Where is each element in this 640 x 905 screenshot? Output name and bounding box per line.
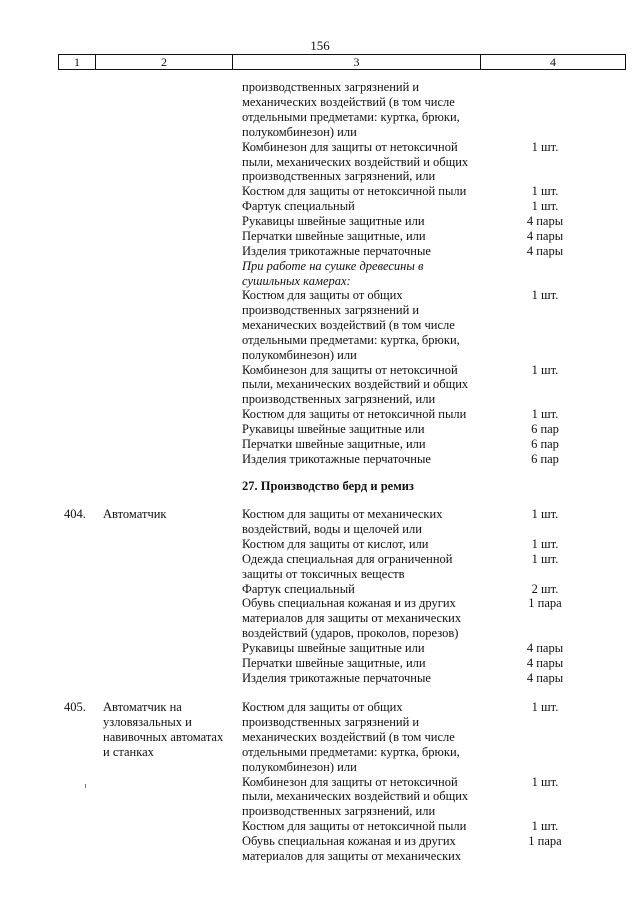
item-quantity: 6 пар [531, 451, 559, 466]
item-text: Костюм для защиты от механических [242, 507, 443, 521]
item-quantity: 1 шт. [531, 819, 559, 834]
item-quantity: 6 пар [531, 437, 559, 451]
item-text: Обувь специальная кожаная и из других [242, 596, 456, 611]
item-quantity: 4 пары [526, 641, 564, 656]
item-text: защиты от токсичных веществ [242, 566, 405, 581]
item-quantity: 1 шт. [531, 774, 559, 789]
item-text: производственных загрязнений и [242, 80, 420, 94]
item-text: полукомбинезон) или [242, 124, 357, 139]
item-text: производственных загрязнений, или [242, 169, 436, 184]
item-text: производственных загрязнений, или [242, 392, 436, 407]
item-quantity: 1 шт. [531, 199, 559, 214]
column-header-4: 4 [550, 55, 556, 69]
item-quantity: 1 шт. [531, 407, 559, 422]
item-text: Костюм для защиты от общих [242, 700, 403, 714]
item-text: Фартук специальный [242, 581, 355, 596]
row-number: 404. [64, 507, 86, 521]
column-header-3: 3 [233, 55, 481, 69]
section-title: 27. Производство берд и ремиз [242, 479, 414, 493]
item-text: отдельными предметами: куртка, брюки, [242, 109, 460, 124]
item-text: полукомбинезон) или [242, 759, 357, 774]
item-quantity: 1 шт. [531, 700, 559, 714]
item-quantity: 1 шт. [531, 536, 559, 551]
item-text: Рукавицы швейные защитные или [242, 214, 425, 229]
item-text: Рукавицы швейные защитные или [242, 641, 425, 656]
item-text: Перчатки швейные защитные, или [242, 437, 426, 451]
item-text: Обувь специальная кожаная и из других [242, 834, 456, 849]
item-text: Костюм для защиты от нетоксичной пыли [242, 407, 467, 422]
item-quantity: 4 пары [526, 214, 564, 229]
item-text: отдельными предметами: куртка, брюки, [242, 332, 460, 347]
item-quantity: 1 пара [528, 834, 562, 849]
item-quantity: 1 шт. [531, 507, 559, 521]
item-text: отдельными предметами: куртка, брюки, [242, 744, 460, 759]
item-text: Костюм для защиты от общих [242, 288, 403, 302]
item-text: производственных загрязнений и [242, 302, 420, 317]
item-quantity: 4 пары [526, 229, 564, 243]
profession-name: Автоматчик на [103, 700, 182, 714]
subsection-heading: При работе на сушке древесины в [242, 259, 424, 273]
item-quantity: 1 шт. [531, 288, 559, 302]
profession-name: навивочных автоматах [103, 729, 224, 744]
item-text: пыли, механических воздействий и общих [242, 377, 469, 392]
item-text: механических воздействий (в том числе [242, 94, 455, 109]
profession-name: узловязальных и [103, 714, 192, 729]
item-quantity: 1 шт. [531, 139, 559, 154]
item-text: механических воздействий (в том числе [242, 317, 455, 332]
item-text: Комбинезон для защиты от нетоксичной [242, 774, 458, 789]
item-text: пыли, механических воздействий и общих [242, 154, 469, 169]
item-text: Перчатки швейные защитные, или [242, 656, 426, 670]
item-quantity: 1 шт. [531, 551, 559, 566]
item-text: Комбинезон для защиты от нетоксичной [242, 362, 458, 377]
item-text: Изделия трикотажные перчаточные [242, 670, 431, 685]
item-quantity: 6 пар [531, 422, 559, 437]
item-quantity: 2 шт. [531, 581, 559, 596]
subsection-heading: сушильных камерах: [242, 273, 351, 288]
item-text: Изделия трикотажные перчаточные [242, 243, 431, 258]
item-text: Костюм для защиты от нетоксичной пыли [242, 184, 467, 199]
item-text: воздействий (ударов, проколов, порезов) [242, 626, 459, 641]
item-text: Комбинезон для защиты от нетоксичной [242, 139, 458, 154]
item-text: пыли, механических воздействий и общих [242, 789, 469, 804]
item-quantity: 1 шт. [531, 362, 559, 377]
item-quantity: 1 шт. [531, 184, 559, 199]
item-text: Костюм для защиты от кислот, или [242, 536, 429, 551]
item-text: полукомбинезон) или [242, 347, 357, 362]
item-quantity: 4 пары [526, 670, 564, 685]
item-quantity: 1 пара [528, 596, 562, 611]
item-text: Костюм для защиты от нетоксичной пыли [242, 819, 467, 834]
page-number: 156 [310, 38, 330, 53]
item-text: Изделия трикотажные перчаточные [242, 451, 431, 466]
item-quantity: 4 пары [526, 656, 564, 670]
item-text: Рукавицы швейные защитные или [242, 422, 425, 437]
item-text: материалов для защиты от механических [242, 611, 462, 626]
item-text: Перчатки швейные защитные, или [242, 229, 426, 243]
profession-name: и станках [103, 744, 154, 759]
scan-speck [85, 784, 86, 788]
item-text: воздействий, воды и щелочей или [242, 521, 422, 536]
column-header-row [58, 54, 626, 70]
column-header-2: 2 [96, 55, 233, 69]
item-text: механических воздействий (в том числе [242, 729, 455, 744]
row-number: 405. [64, 700, 86, 714]
item-text: материалов для защиты от механических [242, 849, 462, 863]
item-text: производственных загрязнений и [242, 714, 420, 729]
item-quantity: 4 пары [526, 243, 564, 258]
profession-name: Автоматчик [103, 507, 167, 521]
column-header-1: 1 [59, 55, 96, 69]
item-text: производственных загрязнений, или [242, 804, 436, 819]
item-text: Фартук специальный [242, 199, 355, 214]
item-text: Одежда специальная для ограниченной [242, 551, 453, 566]
